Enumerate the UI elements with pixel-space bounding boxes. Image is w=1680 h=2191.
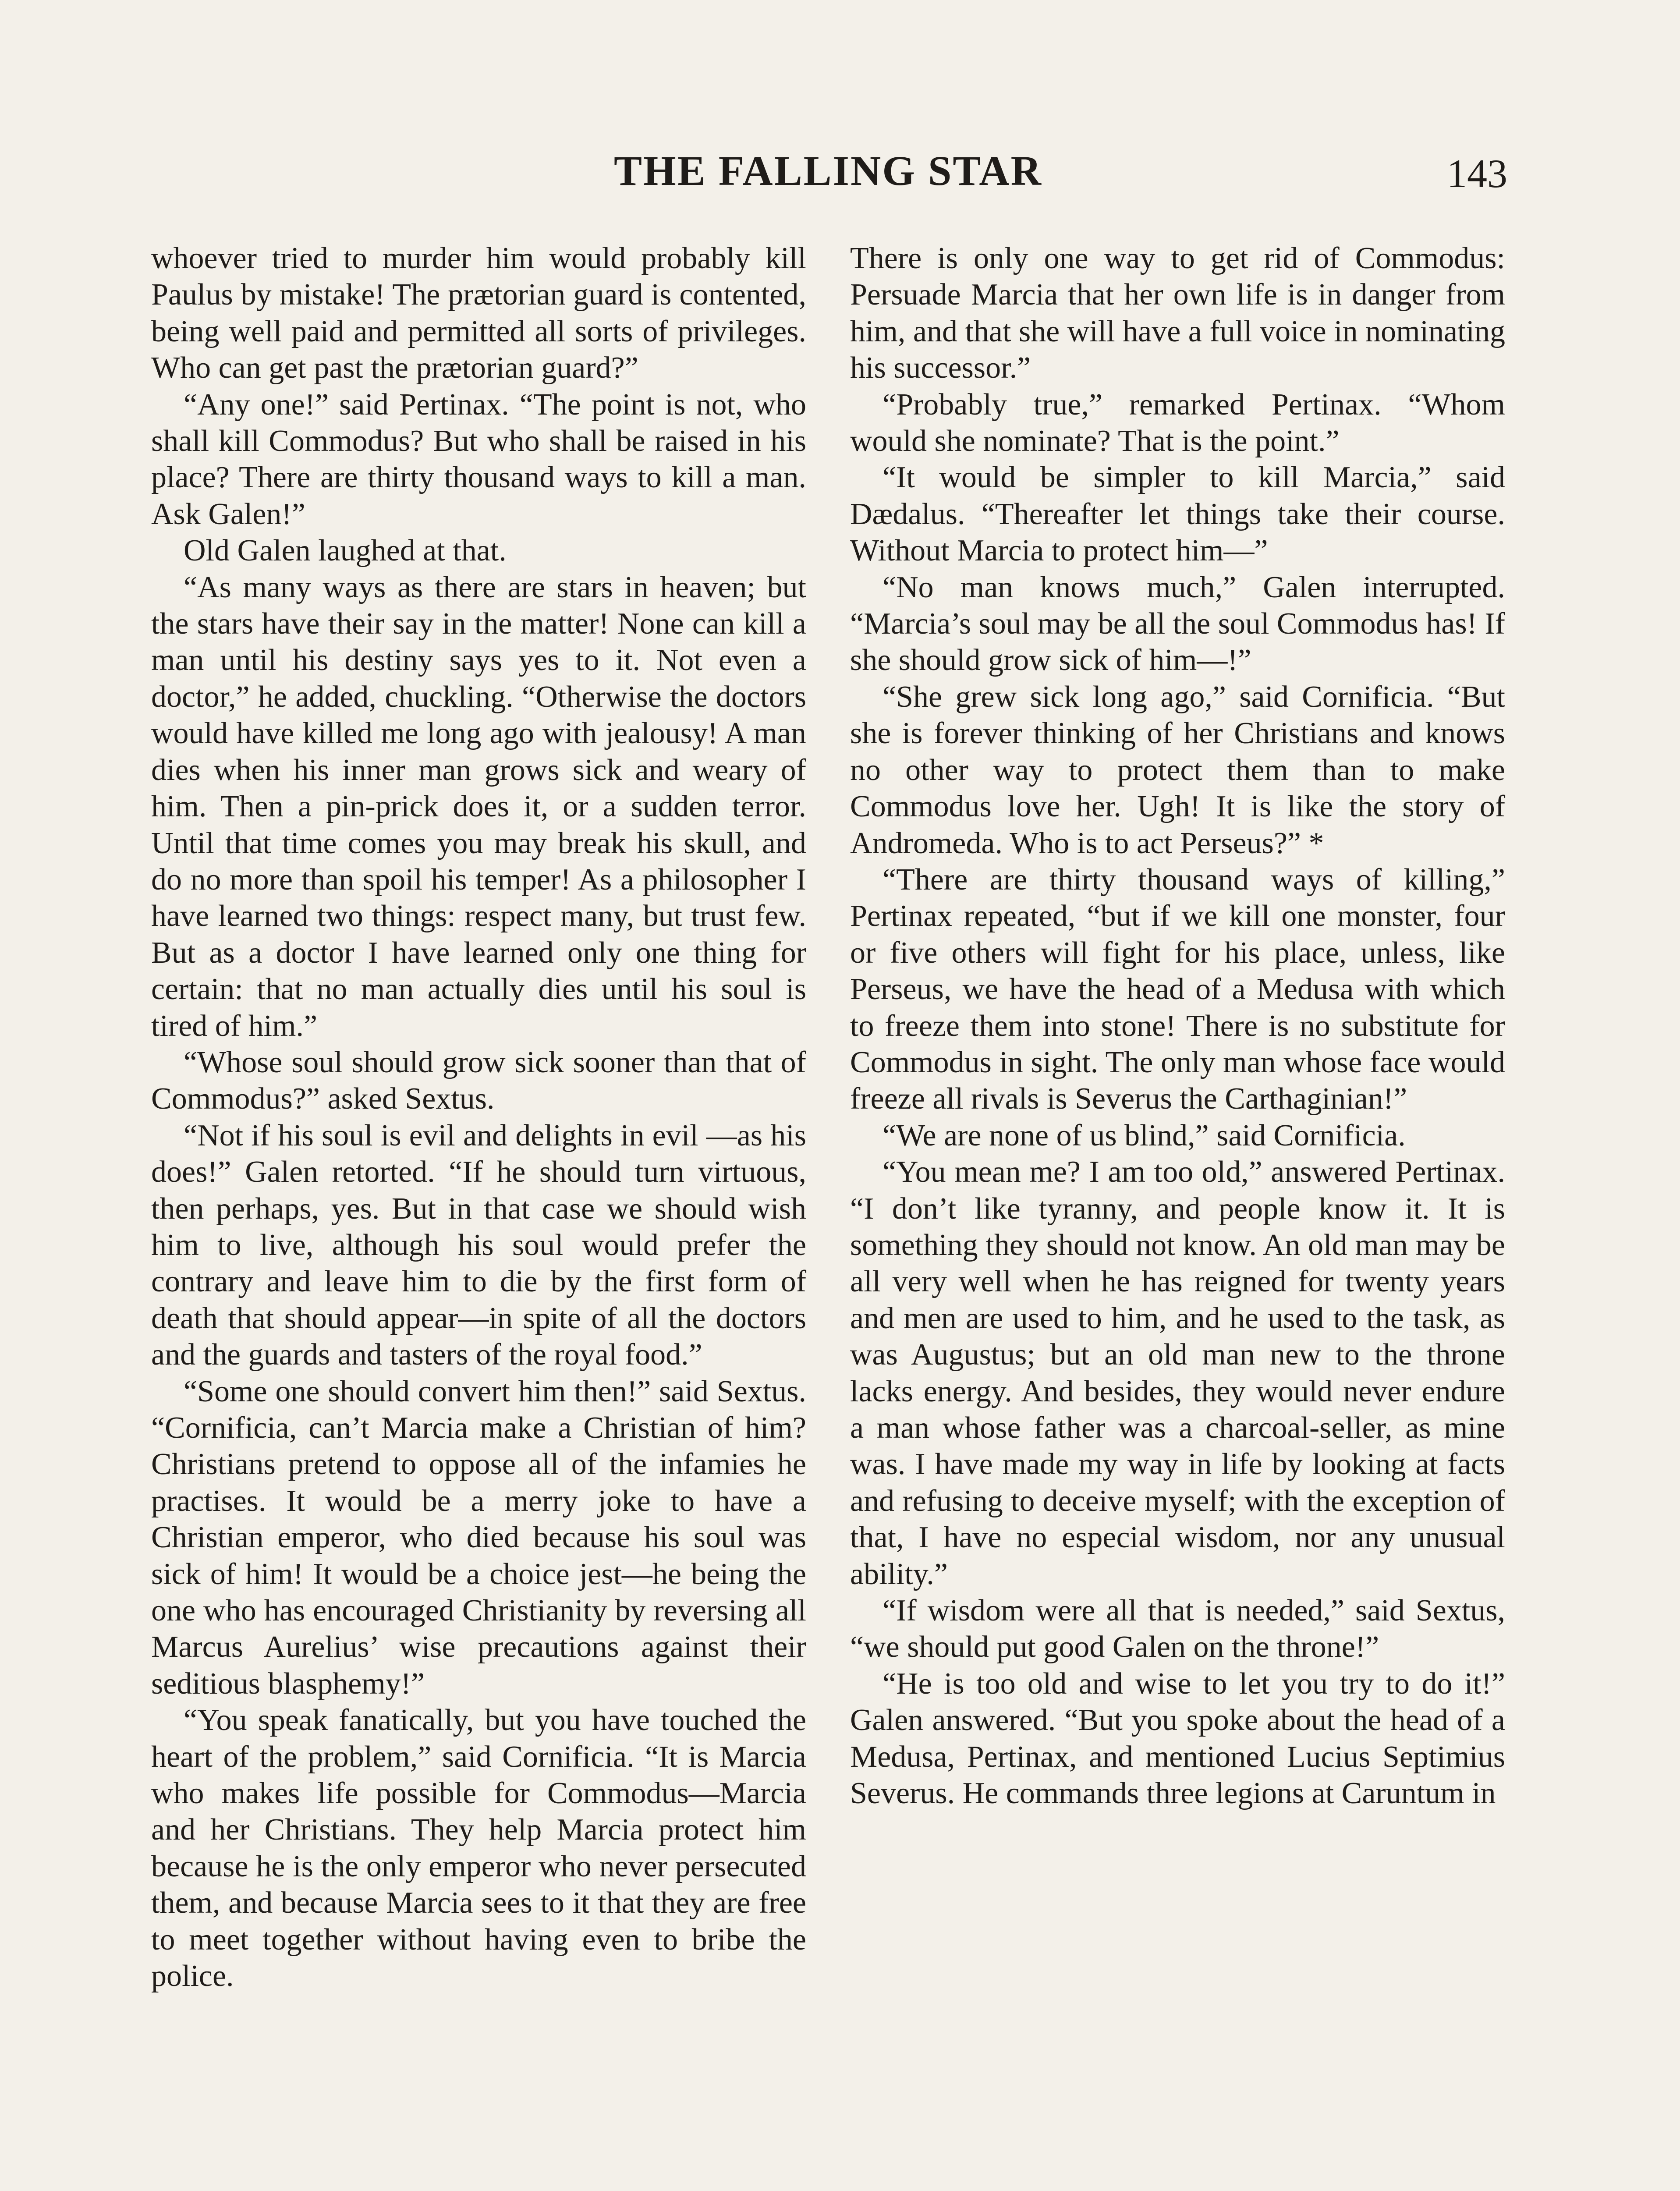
left-column	[151, 240, 806, 1995]
paragraph: “No man knows much,” Galen interrupted. “Marcia’s soul may be all the soul Commodus has! If she should grow sick of him—!”	[850, 570, 1505, 677]
paragraph: “Probably true,” remarked Pertinax. “Whom would she nominate? That is the point.”	[850, 387, 1505, 458]
paragraph: “He is too old and wise to let you try to do it!” Galen answered. “But you spoke about the head of a Medusa, Pertinax, and mentioned Lucius Septimius Severus. He commands three legions at Caruntum in	[850, 1666, 1505, 1811]
paragraph: There is only one way to get rid of Commodus: Persuade Marcia that her own life is in danger from him, and that she will have a full voice in nominating his successor.”	[850, 241, 1505, 385]
paragraph: “She grew sick long ago,” said Cornificia. “But she is forever thinking of her Christians and knows no other way to protect them than to make Commodus love her. Ugh! It is like the story of Andromeda. Who is to act Perseus?” *	[850, 680, 1505, 860]
paragraph: “We are none of us blind,” said Cornificia.	[883, 1118, 1406, 1152]
paragraph: “Any one!” said Pertinax. “The point is not, who shall kill Commodus? But who shall be raised in his place? There are thirty thousand ways to kill a man. Ask Galen!”	[151, 387, 806, 531]
paragraph: “Some one should convert him then!” said Sextus. “Cornificia, can’t Marcia make a Christian of him? Christians pretend to oppose all of the infamies he practises. It would be a merry joke to have a Christian emperor, who died because his soul was sick of him! It would be a choice jest—he being the one who has encouraged Christianity by reversing all Marcus Aurelius’ wise precautions against their seditious blasphemy!”	[151, 1374, 806, 1701]
paragraph: “You speak fanatically, but you have touched the heart of the problem,” said Cornificia. “It is Marcia who makes life possible for Commodus—Marcia and her Christians. They help Marcia protect him because he is the only emperor who never persecuted them, and because Marcia sees to it that they are free to meet together without having even to bribe the police.	[151, 1703, 806, 1993]
paragraph: “Not if his soul is evil and delights in evil —as his does!” Galen retorted. “If he should turn virtuous, then perhaps, yes. But in that case we should wish him to live, although his soul would prefer the contrary and leave him to die by the first form of death that should appear—in spite of all the doctors and the guards and tasters of the royal food.”	[151, 1118, 806, 1372]
paragraph: “There are thirty thousand ways of killing,” Pertinax repeated, “but if we kill one monster, four or five others will fight for his place, unless, like Perseus, we have the head of a Medusa with which to freeze them into stone! There is no substitute for Commodus in sight. The only man whose face would freeze all rivals is Severus the Carthaginian!”	[850, 862, 1505, 1116]
running-head: THE FALLING STAR	[614, 147, 1042, 194]
paragraph: “If wisdom were all that is needed,” said Sextus, “we should put good Galen on the throne!”	[850, 1594, 1505, 1664]
right-column	[850, 240, 1505, 1812]
paragraph: “You mean me? I am too old,” answered Pertinax. “I don’t like tyranny, and people know it. It is something they should not know. An old man may be all very well when he has reigned for twenty years and men are used to him, and he used to the task, as was Augustus; but an old man new to the throne lacks energy. And besides, they would never endure a man whose father was a charcoal-seller, as mine was. I have made my way in life by looking at facts and refusing to deceive myself; with the exception of that, I have no especial wisdom, nor any unusual ability.”	[850, 1155, 1505, 1591]
paragraph: Old Galen laughed at that.	[184, 534, 507, 568]
paragraph: “Whose soul should grow sick sooner than that of Commodus?” asked Sextus.	[151, 1045, 806, 1116]
paragraph: “As many ways as there are stars in heaven; but the stars have their say in the matter! None can kill a man until his destiny says yes to it. Not even a doctor,” he added, chuckling. “Otherwise the doctors would have killed me long ago with jealousy! A man dies when his inner man grows sick and weary of him. Then a pin-prick does it, or a sudden terror. Until that time comes you may break his skull, and do no more than spoil his temper! As a philosopher I have learned two things: respect many, but trust few. But as a doctor I have learned only one thing for certain: that no man actually dies until his soul is tired of him.”	[151, 570, 806, 1043]
paragraph: “It would be simpler to kill Marcia,” said Dædalus. “Thereafter let things take their course. Without Marcia to protect him—”	[850, 461, 1505, 568]
page-number: 143	[1447, 151, 1507, 196]
page-header	[149, 145, 1507, 210]
paragraph: whoever tried to murder him would probably kill Paulus by mistake! The prætorian guard is contented, being well paid and permitted all sorts of privileges. Who can get past the prætorian guard?”	[151, 241, 806, 385]
